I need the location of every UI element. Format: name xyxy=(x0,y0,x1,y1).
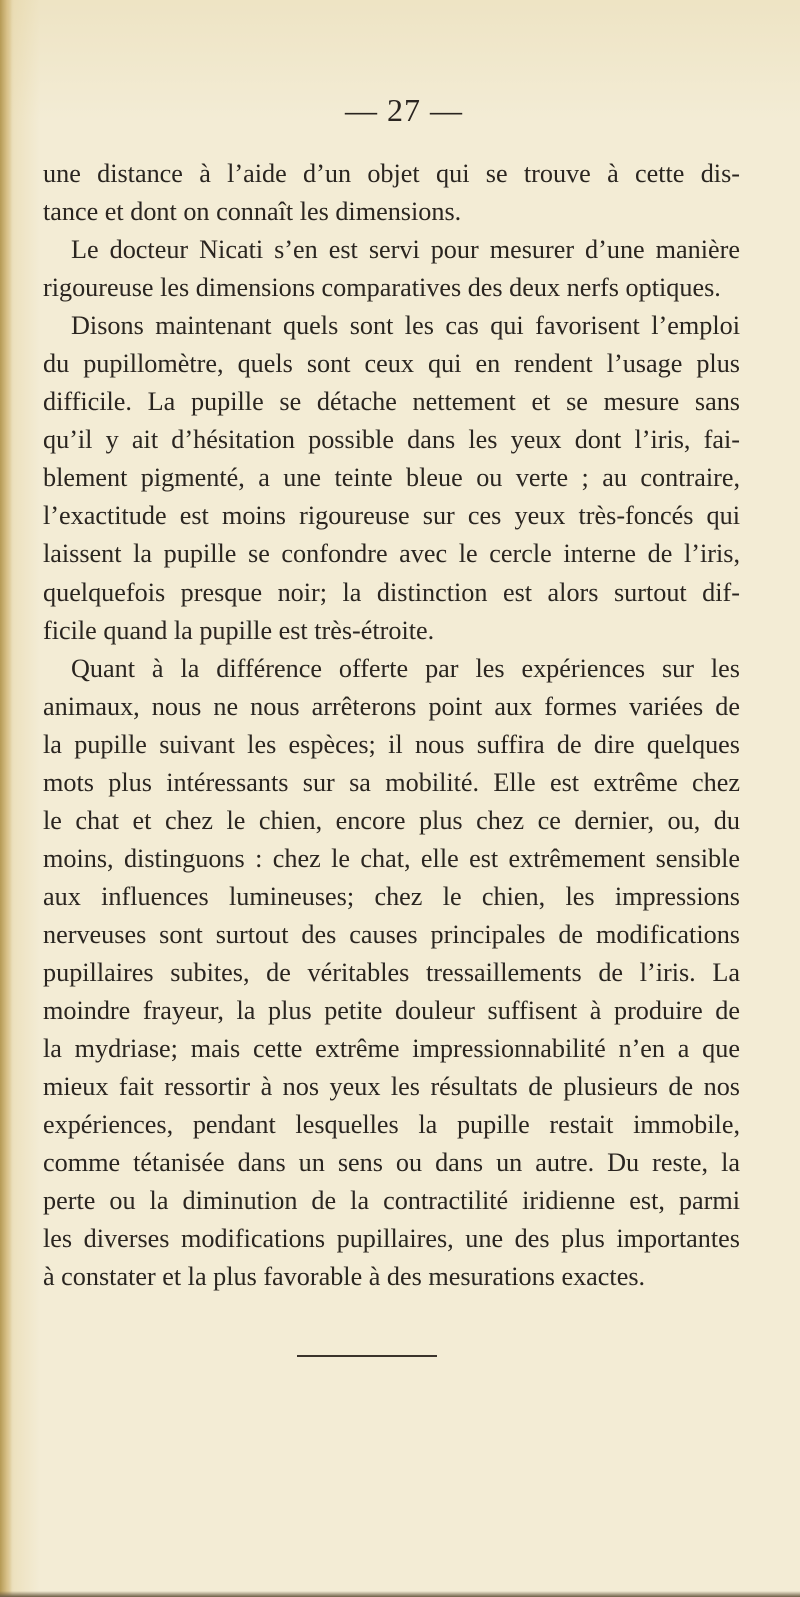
text-line: du pupillomètre, quels sont ceux qui en rendent l’usage plus xyxy=(43,349,740,379)
binding-edge xyxy=(0,0,12,1597)
text-line: la mydriase; mais cette extrême impressionnabilité n’en a que xyxy=(43,1034,740,1064)
text-line: moins, distinguons : chez le chat, elle est extrêmement sensible xyxy=(43,843,740,873)
text-line: nerveuses sont surtout des causes principales de modifications xyxy=(43,919,740,949)
text-line: comme tétanisée dans un sens ou dans un autre. Du reste, la xyxy=(43,1148,740,1178)
text-line: expériences, pendant lesquelles la pupille restait immobile, xyxy=(43,1110,740,1140)
text-line: perte ou la diminution de la contractilité iridienne est, parmi xyxy=(43,1186,740,1216)
text-line: moindre frayeur, la plus petite douleur suffisent à produire de xyxy=(43,996,740,1026)
text-line: aux influences lumineuses; chez le chien, les impressions xyxy=(43,881,740,911)
text-line: Quant à la différence offerte par les expériences sur les xyxy=(71,653,740,683)
text-line: ficile quand la pupille est très-étroite. xyxy=(43,615,435,645)
page-bottom-shadow xyxy=(0,1591,800,1597)
text-line: blement pigmenté, a une teinte bleue ou verte ; au contraire, xyxy=(43,463,740,493)
text-line: pupillaires subites, de véritables tressaillements de l’iris. La xyxy=(43,957,740,987)
text-line: les diverses modifications pupillaires, une des plus importantes xyxy=(43,1224,740,1254)
text-line: laissent la pupille se confondre avec le cercle interne de l’iris, xyxy=(43,539,740,569)
text-line: la pupille suivant les espèces; il nous suffira de dire quelques xyxy=(43,729,740,759)
section-end-rule xyxy=(297,1355,437,1357)
text-line: quelquefois presque noir; la distinction est alors surtout dif- xyxy=(43,577,740,607)
text-line: mieux fait ressortir à nos yeux les résultats de plusieurs de nos xyxy=(43,1072,740,1102)
text-line: rigoureuse les dimensions comparatives des deux nerfs optiques. xyxy=(43,273,721,303)
text-line: une distance à l’aide d’un objet qui se trouve à cette dis- xyxy=(43,159,740,188)
text-line: tance et dont on connaît les dimensions. xyxy=(43,197,462,227)
text-line: Le docteur Nicati s’en est servi pour mesurer d’une manière xyxy=(71,235,740,265)
text-line: mots plus intéressants sur sa mobilité. Elle est extrême chez xyxy=(43,767,740,797)
text-line: animaux, nous ne nous arrêterons point aux formes variées de xyxy=(43,691,740,721)
text-line: qu’il y ait d’hésitation possible dans les yeux dont l’iris, fai- xyxy=(43,425,740,455)
text-line: difficile. La pupille se détache nettement et se mesure sans xyxy=(43,387,740,417)
body-text xyxy=(43,155,740,1296)
text-line: Disons maintenant quels sont les cas qui favorisent l’emploi xyxy=(71,311,740,341)
text-line: le chat et chez le chien, encore plus chez ce dernier, ou, du xyxy=(43,805,740,835)
page-number: — 27 — xyxy=(345,92,463,128)
text-line: à constater et la plus favorable à des mesurations exactes. xyxy=(43,1262,646,1292)
text-line: l’exactitude est moins rigoureuse sur ces yeux très-foncés qui xyxy=(43,501,740,531)
